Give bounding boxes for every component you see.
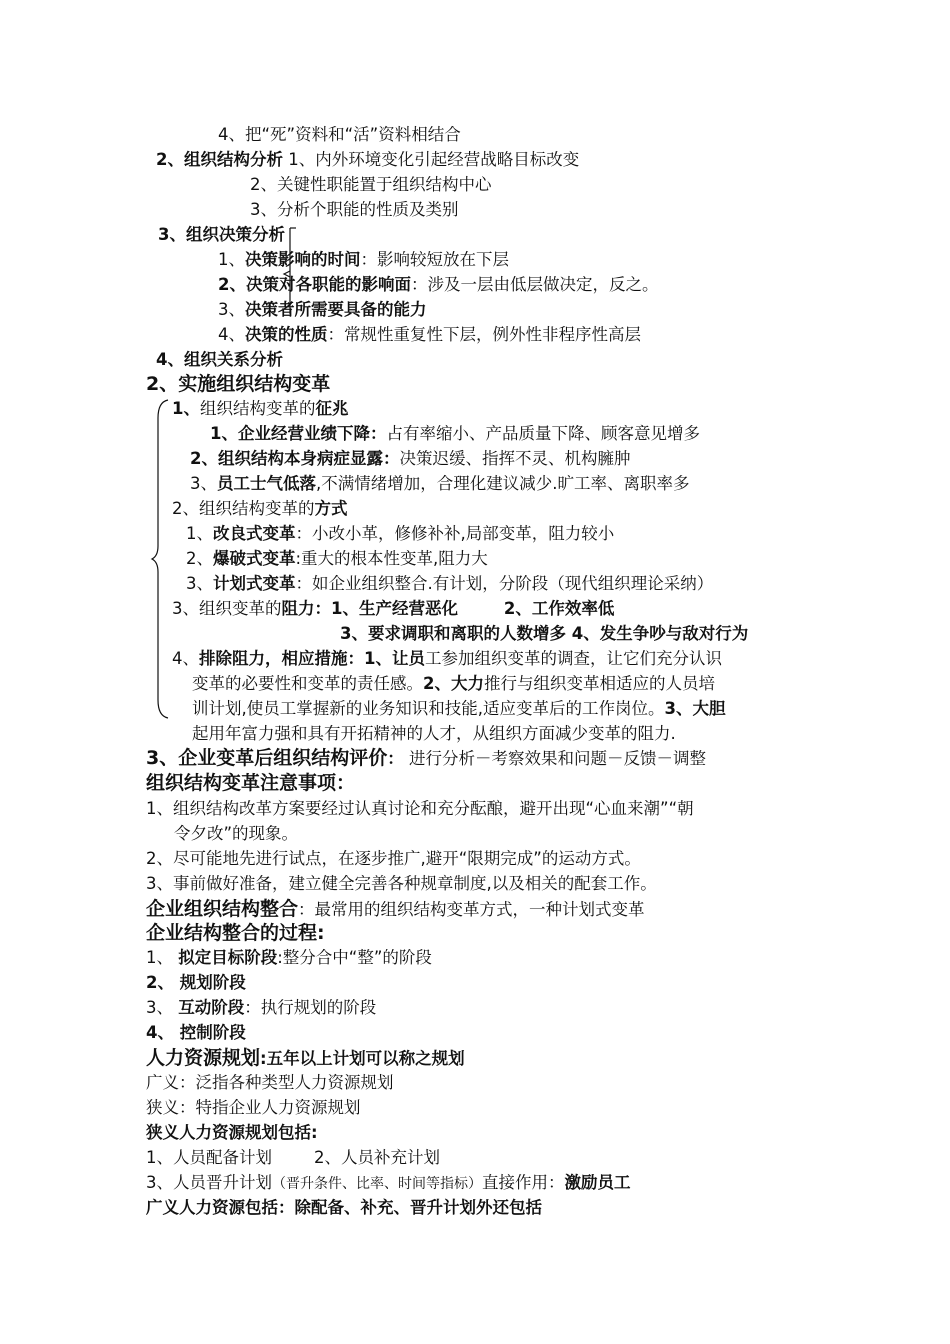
line-42 — [146, 1171, 631, 1196]
text: :整分合中“整”的阶段 — [277, 948, 432, 967]
text: 起用年富力强和具有开拓精神的人才，从组织方面减少变革的阻力. — [192, 724, 676, 743]
text-bold: 1、 — [172, 399, 200, 418]
line-0 — [218, 123, 461, 147]
section-heading: 企业结构整合的过程: — [146, 922, 325, 944]
text: 3、 — [218, 300, 245, 319]
line-43 — [146, 1196, 542, 1220]
text: 1、组织结构改革方案要经过认真讨论和充分酝酿，避开出现“心血来潮”“朝 — [146, 799, 694, 818]
text-bold: 改良式变革 — [213, 524, 296, 543]
text-bold: 决策的性质 — [245, 325, 328, 344]
text: 变革的必要性和变革的责任感。 — [192, 674, 423, 693]
line-32 — [146, 921, 325, 945]
text: :重大的根本性变革,阻力大 — [295, 549, 488, 568]
text: ：影响较短放在下层 — [360, 250, 509, 269]
line-17 — [186, 547, 488, 571]
text: 令夕改”的现象。 — [174, 824, 299, 843]
text-small: （晋升条件、比率、时间等指标） — [272, 1176, 482, 1192]
line-39 — [146, 1096, 361, 1120]
line-24 — [192, 722, 676, 746]
text-bold: 2、 规划阶段 — [146, 973, 246, 992]
text: 4、 — [172, 649, 199, 668]
section-heading: 2、实施组织结构变革 — [146, 373, 331, 395]
line-1 — [156, 148, 579, 172]
heading: 3、组织决策分析 — [158, 225, 285, 244]
text-bold: 拟定目标阶段 — [178, 948, 278, 967]
line-5 — [218, 248, 509, 272]
line-13 — [190, 447, 630, 471]
heading: 4、组织关系分析 — [156, 350, 283, 369]
text: 占有率缩小、产品质量下降、顾客意见增多 — [386, 424, 700, 443]
text: 4、 — [218, 325, 245, 344]
text-bold: 1、企业经营业绩下降： — [210, 424, 387, 443]
text: 狭义：特指企业人力资源规划 — [146, 1098, 361, 1117]
line-34 — [146, 971, 246, 995]
line-36 — [146, 1021, 246, 1045]
line-11 — [172, 397, 348, 421]
line-6 — [218, 273, 658, 297]
text: 广义：泛指各种类型人力资源规划 — [146, 1073, 394, 1092]
text-bold: 狭义人力资源规划包括: — [146, 1123, 318, 1142]
text: 1、人员配备计划 2、人员补充计划 — [146, 1148, 440, 1167]
line-26 — [146, 771, 355, 795]
text-bold: 3、要求调职和离职的人数增多 4、发生争吵与敌对行为 — [340, 624, 749, 643]
line-41 — [146, 1146, 440, 1170]
text-bold: 3、大胆 — [664, 699, 726, 718]
text: ,不满情绪增加，合理化建议减少.旷工率、离职率多 — [316, 474, 690, 493]
line-31 — [146, 897, 645, 922]
line-4 — [158, 223, 285, 247]
line-20 — [340, 622, 748, 646]
line-19 — [172, 597, 614, 621]
text-bold: ： — [387, 749, 404, 768]
text-bold: :五年以上计划可以称之规划 — [260, 1049, 465, 1068]
text: 1、 — [146, 948, 179, 967]
text: 1、 — [218, 250, 245, 269]
text: ：如企业组织整合.有计划，分阶段（现代组织理论采纳） — [295, 574, 714, 593]
text: ：涉及一层由低层做决定，反之。 — [410, 275, 659, 294]
text: 3、 — [190, 474, 217, 493]
text: 3、分析个职能的性质及类别 — [250, 200, 459, 219]
text-bold: 2、组织结构本身病症显露： — [190, 449, 400, 468]
text-bold: 计划式变革 — [213, 574, 296, 593]
text: 推行与组织变革相适应的人员培 — [483, 674, 715, 693]
line-27 — [146, 797, 694, 821]
line-25 — [146, 746, 706, 771]
text-bold: 2、大力 — [423, 674, 484, 693]
text-bold: 广义人力资源包括：除配备、补充、晋升计划外还包括 — [146, 1198, 542, 1217]
text: 2、尽可能地先进行试点，在逐步推广,避开“限期完成”的运动方式。 — [146, 849, 641, 868]
text: ：执行规划的阶段 — [244, 998, 377, 1017]
section-heading: 组织结构变革注意事项： — [146, 772, 356, 794]
text: 2、 — [186, 549, 213, 568]
line-3 — [250, 198, 459, 222]
text: 2、关键性职能置于组织结构中心 — [250, 175, 492, 194]
line-33 — [146, 946, 432, 970]
line-28 — [174, 822, 298, 846]
line-2 — [250, 173, 492, 197]
text-bold: 激励员工 — [564, 1173, 631, 1192]
text-bold: 互动阶段 — [178, 998, 245, 1017]
text-bold: 方式 — [314, 499, 348, 518]
text: 工参加组织变革的调查，让它们充分认识 — [424, 649, 722, 668]
line-15 — [172, 497, 348, 521]
text: ：最常用的组织结构变革方式，一种计划式变革 — [298, 900, 645, 919]
text-bold: 排除阻力，相应措施：1、让员 — [199, 649, 425, 668]
text: ：常规性重复性下层，例外性非程序性高层 — [327, 325, 641, 344]
section-heading: 人力资源规划 — [146, 1047, 261, 1069]
text: 3、事前做好准备，建立健全完善各种规章制度,以及相关的配套工作。 — [146, 874, 657, 893]
text: 1、内外环境变化引起经营战略目标改变 — [282, 150, 580, 169]
section-brace — [150, 398, 172, 720]
section-heading: 企业组织结构整合 — [146, 898, 299, 920]
line-16 — [186, 522, 614, 546]
text: 4、把“死”资料和“活”资料相结合 — [218, 125, 461, 144]
line-18 — [186, 572, 713, 596]
text-bold: 4、 控制阶段 — [146, 1023, 246, 1042]
text: 训计划,使员工掌握新的业务知识和技能,适应变革后的工作岗位。 — [192, 699, 665, 718]
text: 3、 — [146, 998, 179, 1017]
line-10 — [146, 372, 330, 396]
line-40 — [146, 1121, 318, 1145]
text-bold: 征兆 — [315, 399, 349, 418]
text-bold: 2、决策对各职能的影响面 — [218, 275, 411, 294]
line-29 — [146, 847, 641, 871]
line-35 — [146, 996, 376, 1020]
line-7 — [218, 298, 427, 322]
section-heading: 3、企业变革后组织结构评价 — [146, 747, 388, 769]
text: 2、组织结构变革的 — [172, 499, 315, 518]
line-21 — [172, 647, 722, 671]
line-12 — [210, 422, 700, 446]
text: 决策迟缓、指挥不灵、机构臃肿 — [399, 449, 631, 468]
line-23 — [192, 697, 725, 721]
text: 直接作用： — [482, 1173, 565, 1192]
line-9 — [156, 348, 283, 372]
line-14 — [190, 472, 690, 496]
line-37 — [146, 1046, 465, 1071]
line-38 — [146, 1071, 394, 1095]
text: 3、组织变革的 — [172, 599, 282, 618]
text: ：小改小革，修修补补,局部变革，阻力较小 — [295, 524, 615, 543]
text: 进行分析－考察效果和问题－反馈－调整 — [403, 749, 706, 768]
line-8 — [218, 323, 641, 347]
text-bold: 爆破式变革 — [213, 549, 296, 568]
text: 3、人员晋升计划 — [146, 1173, 272, 1192]
text: 1、 — [186, 524, 213, 543]
text-bold: 员工士气低落 — [217, 474, 316, 493]
line-22 — [192, 672, 715, 696]
text-bold: 阻力：1、生产经营恶化 2、工作效率低 — [281, 599, 615, 618]
text-bold: 决策者所需要具备的能力 — [245, 300, 427, 319]
text: 3、 — [186, 574, 213, 593]
heading: 2、组织结构分析 — [156, 150, 283, 169]
text-bold: 决策影响的时间 — [245, 250, 361, 269]
line-30 — [146, 872, 657, 896]
text: 组织结构变革的 — [199, 399, 316, 418]
